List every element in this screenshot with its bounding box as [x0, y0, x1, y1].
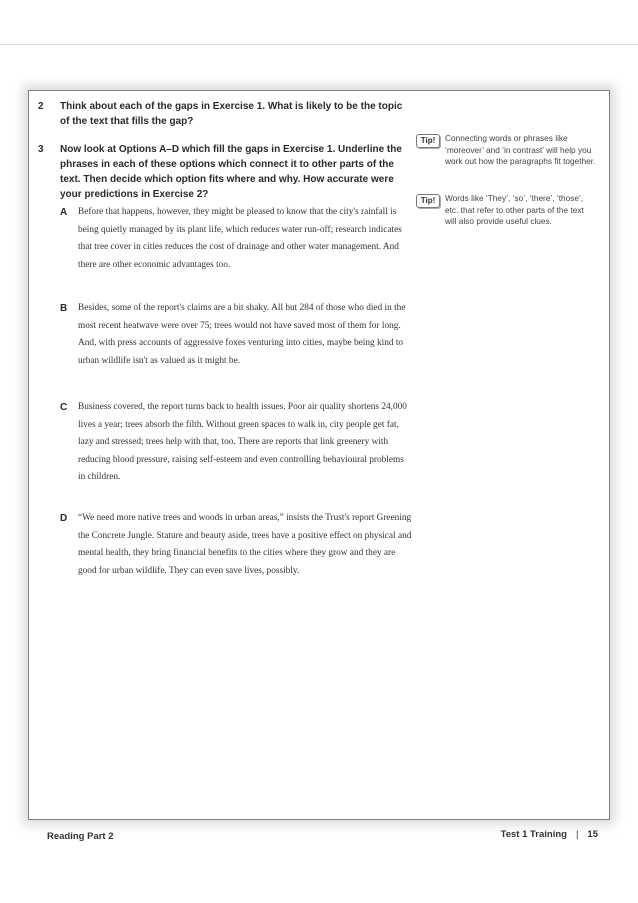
- option-letter: A: [60, 207, 68, 218]
- question-3: [38, 142, 408, 202]
- question-number: 3: [38, 144, 44, 155]
- tip-box-1: [416, 133, 596, 168]
- tip-text: Connecting words or phrases like ‘moreover’ and ‘in contrast’ will help you work out how the paragraphs fit together.: [445, 133, 596, 166]
- tip-text: Words like ‘They’, ‘so’, ‘there’, ‘those’, etc. that refer to other parts of the text will also provide useful clues.: [445, 193, 584, 226]
- option-text: “We need more native trees and woods in urban areas,” insists the Trust's report Greening the Concrete Jungle. Stature and beauty aside, trees have a positive effect on physical and mental health, they bring financial benefits to the cities where they grow and they are good for urban wildlife. They can even save lives, possibly.: [78, 513, 412, 576]
- footer-separator: |: [575, 829, 579, 840]
- tip-badge: Tip!: [416, 194, 440, 208]
- footer-test-label: Test 1 Training: [500, 829, 567, 840]
- option-text: Before that happens, however, they might be pleased to know that the city's rainfall is being quietly managed by its plant life, which reduces water run-off; research indicates that tree cover in cities reduces the cost of drainage and other water management. And there are other economic advantages too.: [78, 207, 402, 270]
- question-2: [38, 99, 408, 129]
- option-c: [60, 399, 412, 487]
- question-number: 2: [38, 101, 44, 112]
- option-d: [60, 510, 412, 580]
- option-letter: C: [60, 402, 68, 413]
- tip-box-2: [416, 193, 596, 228]
- footer-section-label: Reading Part 2: [47, 831, 114, 842]
- question-text: Now look at Options A–D which fill the gaps in Exercise 1. Underline the phrases in each of these options which connect it to other parts of the text. Then decide which option fits where and why. How accurate were your predictions in Exercise 2?: [60, 144, 402, 200]
- option-letter: D: [60, 513, 68, 524]
- option-text: Besides, some of the report's claims are a bit shaky. All but 284 of those who died in the most recent heatwave were over 75; trees would not have saved most of them for long. And, with press accounts of aggressive foxes venturing into cities, maybe being kind to urban wildlife isn't as valued as it might be.: [78, 303, 406, 366]
- question-text: Think about each of the gaps in Exercise 1. What is likely to be the topic of the text that fills the gap?: [60, 101, 403, 127]
- option-letter: B: [60, 303, 68, 314]
- page-number: 15: [587, 829, 598, 840]
- option-a: [60, 204, 412, 274]
- option-b: [60, 300, 412, 370]
- scan-top-edge: [0, 44, 638, 45]
- option-text: Business covered, the report turns back to health issues. Poor air quality shortens 24,000 lives a year; trees absorb the filth. Without green spaces to walk in, city people get fat, lazy and stressed; trees help with that, too. There are reports that link greenery with reducing blood pressure, raising self-esteem and even controlling behavioural problems in children.: [78, 402, 407, 482]
- footer-page-info: [501, 829, 598, 840]
- tip-badge: Tip!: [416, 134, 440, 148]
